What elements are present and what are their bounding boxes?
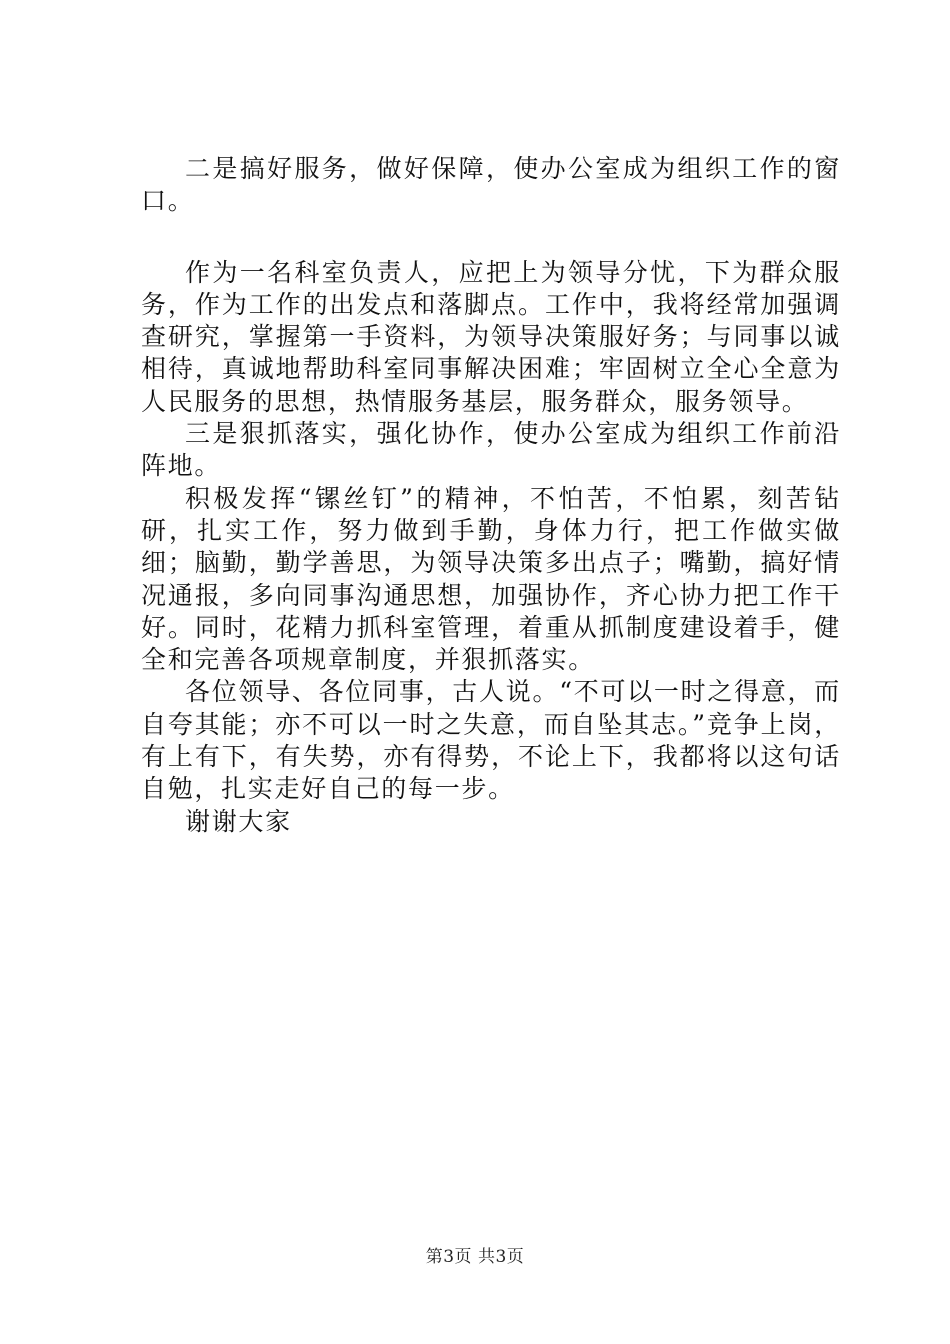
paragraph-implementation: 积极发挥“镙丝钉”的精神，不怕苦，不怕累，刻苦钻研，扎实工作，努力做到手勤，身体力行，把工作做实做细；脑勤，勤学善思，为领导决策多出点子；嘴勤，搞好情况通报，多向同事沟通思想，加强协作，齐心协力把工作干好。同时，花精力抓科室管理，着重从抓制度建设着手，健全和完善各项规章制度，并狠抓落实。	[141, 483, 841, 675]
paragraph-service: 作为一名科室负责人，应把上为领导分忧，下为群众服务，作为工作的出发点和落脚点。工作中，我将经常加强调查研究，掌握第一手资料，为领导决策服好务；与同事以诚相待，真诚地帮助科室同事解决困难；牢固树立全心全意为人民服务的思想，热情服务基层，服务群众，服务领导。	[141, 257, 841, 416]
section-heading-service: 二是搞好服务，做好保障，使办公室成为组织工作的窗口。	[141, 154, 841, 216]
paragraph-thanks: 谢谢大家	[185, 806, 292, 836]
page-number-footer: 第3页 共3页	[425, 1247, 525, 1267]
section-heading-implementation: 三是狠抓落实，强化协作，使办公室成为组织工作前沿阵地。	[141, 419, 841, 481]
paragraph-closing: 各位领导、各位同事，古人说。“不可以一时之得意，而自夸其能；亦不可以一时之失意，而自坠其志。”竞争上岗，有上有下，有失势，亦有得势，不论上下，我都将以这句话自勉，扎实走好自己的每一步。	[141, 677, 841, 804]
document-body	[141, 153, 841, 838]
